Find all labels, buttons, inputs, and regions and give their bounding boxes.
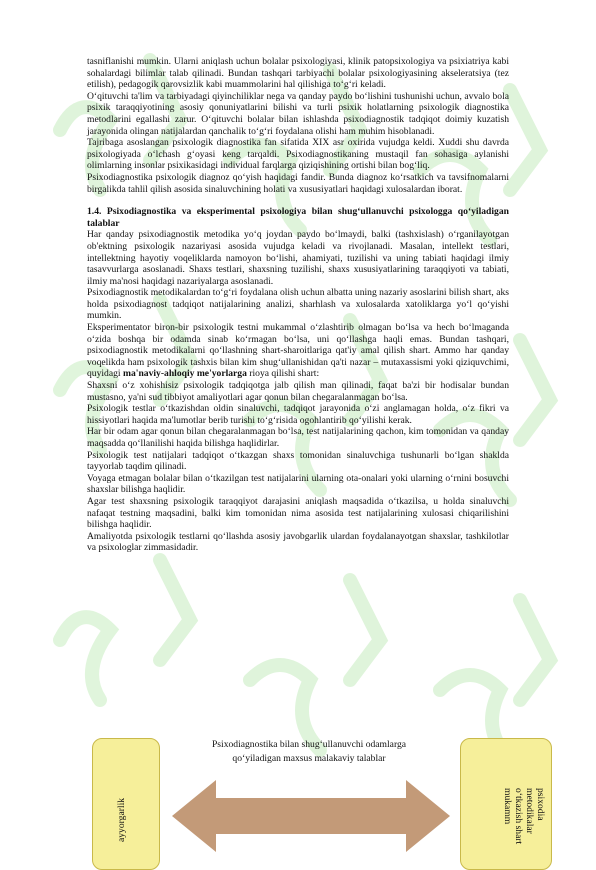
paragraph: Har qanday psixodiagnostik metodika yo‘q joydan paydo bo‘lmaydi, balki (tashxislash) o‘rganilayotgan ob'ektning psixologik nazariyasi asosida vujudga keladi va rivojlanadi. Masalan, intellekt testlari, intellektning hayotiy voqeliklarda namoyon bo‘lishi, ahamiyati, tuzilishi va uning tabiati haqidagi ilmiy tasavvurlarga asoslanadi. Shaxs testlari, shaxsning tuzilishi, shaxs xususiyatlarining taraqqiyoti va tabiati, ilmiy ma'nosi haqidagi nazariyalarga asoslanadi. bbox=[87, 229, 509, 287]
diagram-right-line: o‘tkazish shart bbox=[513, 788, 524, 845]
paragraph: Tajribaga asoslangan psixologik diagnostika fan sifatida XIX asr oxirida vujudga keldi. Xuddi shu davrda psixologiyada o‘lchash g‘oyasi keng tarqaldi. Psixodiagnostikaning mustaqil fan sohasiga aylanishi olimlarning insonlar psixikasidagi individual farqlarga qiziqishining ortishi bilan bog‘liq. bbox=[87, 137, 509, 172]
diagram-right-line: mukamm bbox=[502, 788, 513, 825]
diagram-center-line: Psixodiagnostika bilan shug‘ullanuvchi odamlarga bbox=[211, 739, 407, 750]
spacer bbox=[87, 195, 509, 206]
double-arrow-icon bbox=[168, 776, 454, 856]
document-body bbox=[87, 56, 509, 554]
ethics-text-end: rioya qilishi shart: bbox=[246, 368, 320, 380]
paragraph-ethics bbox=[87, 322, 509, 380]
ethics-text-start: Eksperimentator biron-bir psixologik testni mukammal o‘zlashtirib olmagan bo‘lsa va hech bo‘lmaganda o‘zida boshqa bir odamda sinab ko‘rmagan bo‘lsa, uni qo‘llashga haqli emas. Bundan tashqari, psixodiagnostik metodikalarni qo‘llashning shart-sharoitlariga qat'iy amal qilish shart. Ammo har qanday voqelikda ham psixologik tashxis bilan kim shug‘ullanishidan qa'ti nazar – mutaxassismi yoki qiziquvchimi, quyidagi bbox=[87, 322, 509, 380]
diagram-right-line: psixodia bbox=[535, 788, 546, 821]
paragraph: tasniflanishi mumkin. Ularni aniqlash uchun bolalar psixologiyasi, klinik patopsixologiya va psixiatriya kabi sohalardagi bilimlar talab qilinadi. Bundan tashqari tarbiyachi bolalar psixologiyasining akseleratsiya (tez etilish), pedagogik qarovsizlik kabi muammolarini hal qilishiga to‘g‘ri keladi. bbox=[87, 56, 509, 91]
diagram-center-title bbox=[166, 738, 452, 766]
section-heading: 1.4. Psixodiagnostika va eksperimental psixologiya bilan shug‘ullanuvchi psixologga qo‘yiladigan talablar bbox=[87, 206, 509, 229]
ethics-bold-term: ma'naviy-ahloqiy me'yorlarga bbox=[122, 368, 247, 380]
paragraph: Voyaga etmagan bolalar bilan o‘tkazilgan test natijalarini ularning ota-onalari yoki ularning o‘rnini bosuvchi shaxslar bilishga haqlidir. bbox=[87, 472, 509, 496]
paragraph: Amaliyotda psixologik testlarni qo‘llashda asosiy javobgarlik ulardan foydalanayotgan shaxslar, tashkilotlar va psixologlar zimmasidadir. bbox=[87, 530, 509, 554]
diagram-right-line: metodikalar bbox=[524, 788, 535, 834]
diagram-center-line: qo‘yiladigan maxsus malakaviy talablar bbox=[232, 753, 386, 764]
diagram-left-label: ayyorgarlik bbox=[116, 797, 127, 842]
diagram-right-label bbox=[502, 788, 546, 844]
requirements-diagram bbox=[0, 728, 596, 845]
paragraph: Psixologik testlar o‘tkazishdan oldin sinaluvchi, tadqiqot jarayonida o‘zi anglamagan holda, o‘z fikri va hissiyotlari haqida ma'lumotlar berib turishi to‘g‘risida ogohlantirib qo‘yilishi kerak. bbox=[87, 403, 509, 426]
paragraph: O‘qituvchi ta'lim va tarbiyadagi qiyinchiliklar nega va qanday paydo bo‘lishini tushunishi uchun, avvalo bola psixik taraqqiyotining asosiy qonuniyatlarini bilishi va turli psixik holatlarning psixologik diagnostika metodlarini egallashi zarur. O‘qituvchi bolalar bilan ishlashda psixodiagnostik tadqiqot doimiy kuzatish jarayonida olingan natijalardan qanchalik to‘g‘ri foydalana olishi ham muhim hisoblanadi. bbox=[87, 90, 509, 137]
paragraph: Har bir odam agar qonun bilan chegaralanmagan bo‘lsa, test natijalarining qachon, kim tomonidan va qanday maqsadda qo‘llanilishi haqida bilishga haqlidirlar. bbox=[87, 426, 509, 449]
paragraph: Psixologik test natijalari tadqiqot o‘tkazgan shaxs tomonidan sinaluvchiga tushunarli bo‘lgan shaklda tayyorlab taqdim qilinadi. bbox=[87, 449, 509, 473]
paragraph: Shaxsni o‘z xohishisiz psixologik tadqiqotga jalb qilish man qilinadi, faqat ba'zi bir hodisalar bundan mustasno, ya'ni sud tibbiyot amaliyotlari agar qonun bilan chegaralanmagan bo‘lsa. bbox=[87, 380, 509, 403]
paragraph: Agar test shaxsning psixologik taraqqiyot darajasini aniqlash maqsadida o‘tkazilsa, u holda sinaluvchi nafaqat testning maqsadini, balki kim tomonidan nima asosida test natijalarining xulosasi chiqarilishini bilishga haqlidir. bbox=[87, 495, 509, 531]
paragraph: Psixodiagnostik metodikalardan to‘g‘ri foydalana olish uchun albatta uning nazariy asoslarini bilish shart, aks holda psixodiagnost tadqiqot natijalarining analizi, sharhlash va xulosalarda xatoliklarga yo‘l qo‘yishi mumkin. bbox=[87, 287, 509, 322]
paragraph: Psixodiagnostika psixologik diagnoz qo‘yish haqidagi fandir. Bunda diagnoz ko‘rsatkich va tavsifnomalarni birgalikda tahlil qilish asosida sinaluvchining holati va xususiyatlari haqidagi xulosalardan iborat. bbox=[87, 171, 509, 195]
